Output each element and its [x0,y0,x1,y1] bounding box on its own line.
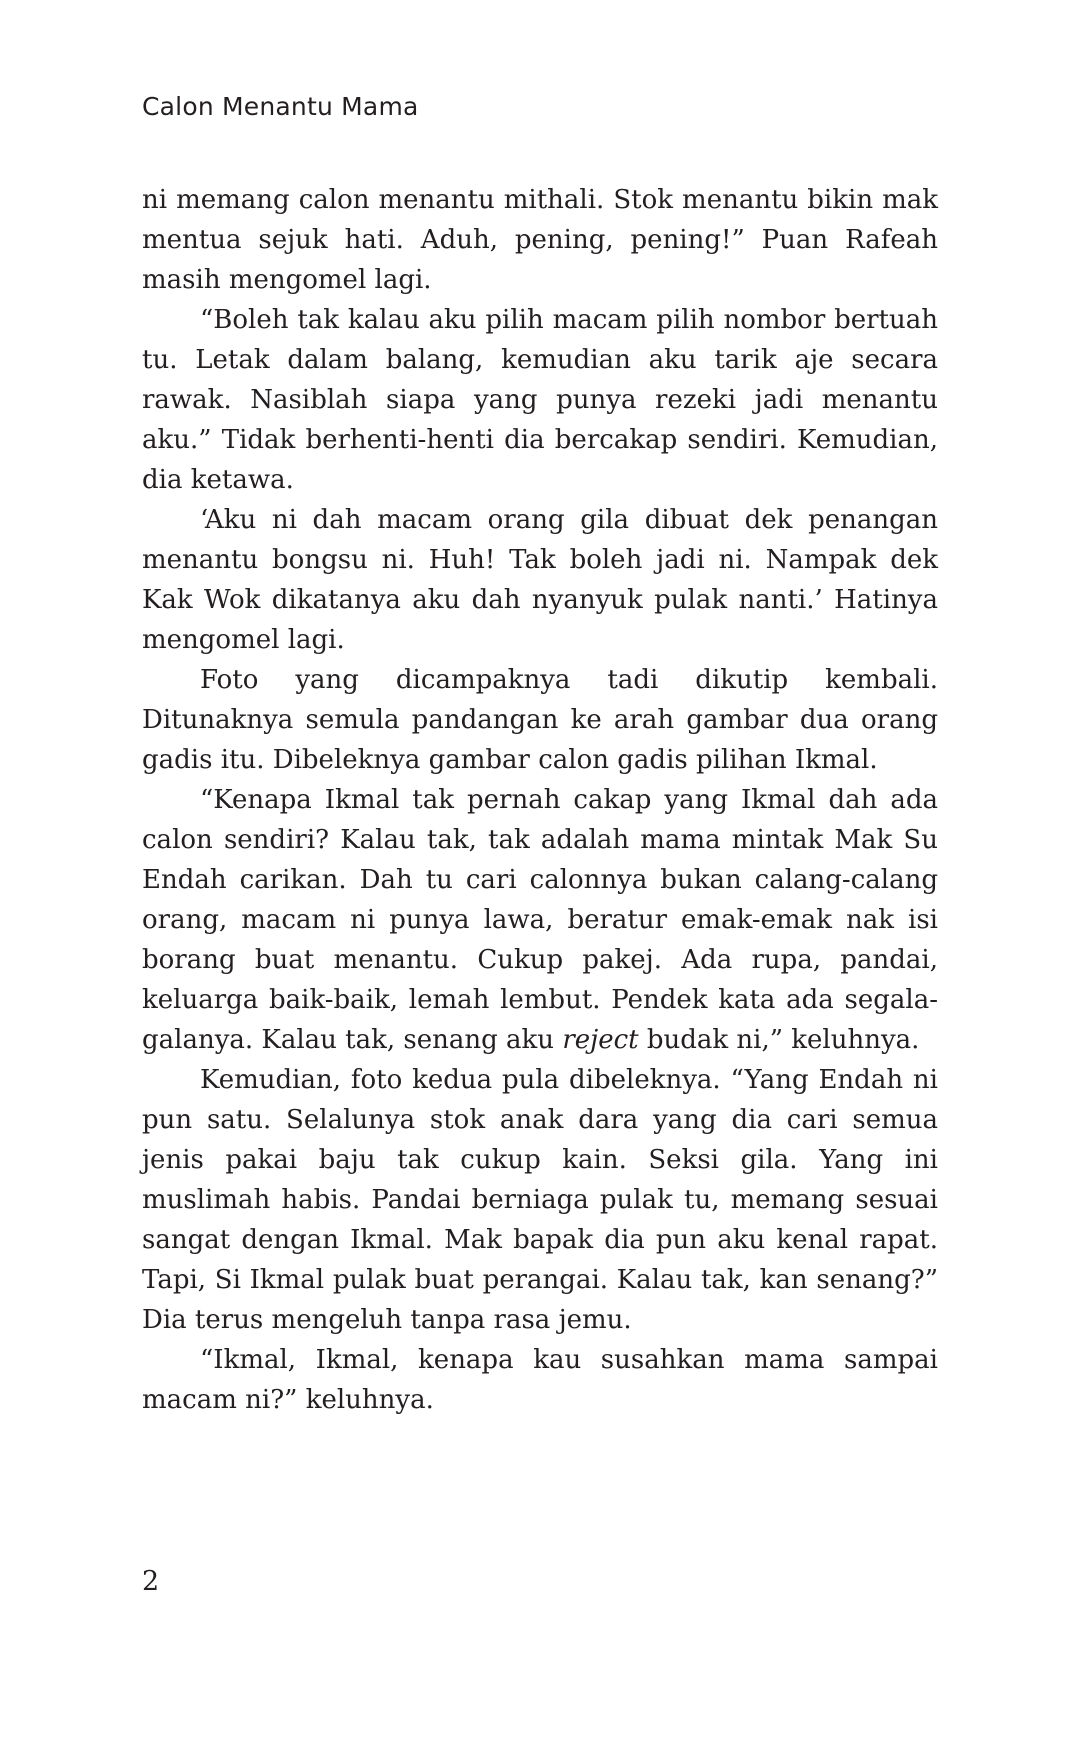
paragraph-2: “Boleh tak kalau aku pilih macam pilih nombor bertuah tu. Letak dalam balang, kemudian aku tarik aje secara rawak. Nasiblah siapa yang punya rezeki jadi menantu aku.” Tidak berhenti-henti dia bercakap sendiri. Kemudian, dia ketawa. [142,305,938,495]
paragraph-4: Foto yang dicampaknya tadi dikutip kembali. Ditunaknya semula pandangan ke arah gambar dua orang gadis itu. Dibeleknya gambar calon gadis pilihan Ikmal. [142,665,938,775]
paragraph-5-italic-word: reject [562,1025,639,1055]
paragraph-5-text-start: “Kenapa Ikmal tak pernah cakap yang Ikmal dah ada calon sendiri? Kalau tak, tak adalah mama mintak Mak Su Endah carikan. Dah tu cari calonnya bukan calang-calang orang, macam ni punya lawa, beratur emak-emak nak isi borang buat menantu. Cukup pakej. Ada rupa, pandai, keluarga baik-baik, lemah lembut. Pendek kata ada segala-galanya. Kalau tak, senang aku [142,785,938,1055]
paragraph-5 [142,780,938,1060]
paragraph-3: ‘Aku ni dah macam orang gila dibuat dek penangan menantu bongsu ni. Huh! Tak boleh jadi ni. Nampak dek Kak Wok dikatanya aku dah nyanyuk pulak nanti.’ Hatinya mengomel lagi. [142,505,938,655]
running-title: Calon Menantu Mama [142,92,419,121]
paragraph-7: “Ikmal, Ikmal, kenapa kau susahkan mama sampai macam ni?” keluhnya. [142,1345,938,1415]
paragraph-1: ni memang calon menantu mithali. Stok menantu bikin mak mentua sejuk hati. Aduh, pening, pening!” Puan Rafeah masih mengomel lagi. [142,185,938,295]
paragraph-5-text-end: budak ni,” keluhnya. [638,1025,920,1055]
page-number: 2 [142,1566,160,1597]
body-text [142,180,938,1420]
paragraph-6: Kemudian, foto kedua pula dibeleknya. “Yang Endah ni pun satu. Selalunya stok anak dara yang dia cari semua jenis pakai baju tak cukup kain. Seksi gila. Yang ini muslimah habis. Pandai berniaga pulak tu, memang sesuai sangat dengan Ikmal. Mak bapak dia pun aku kenal rapat. Tapi, Si Ikmal pulak buat perangai. Kalau tak, kan senang?” Dia terus mengeluh tanpa rasa jemu. [142,1065,938,1335]
